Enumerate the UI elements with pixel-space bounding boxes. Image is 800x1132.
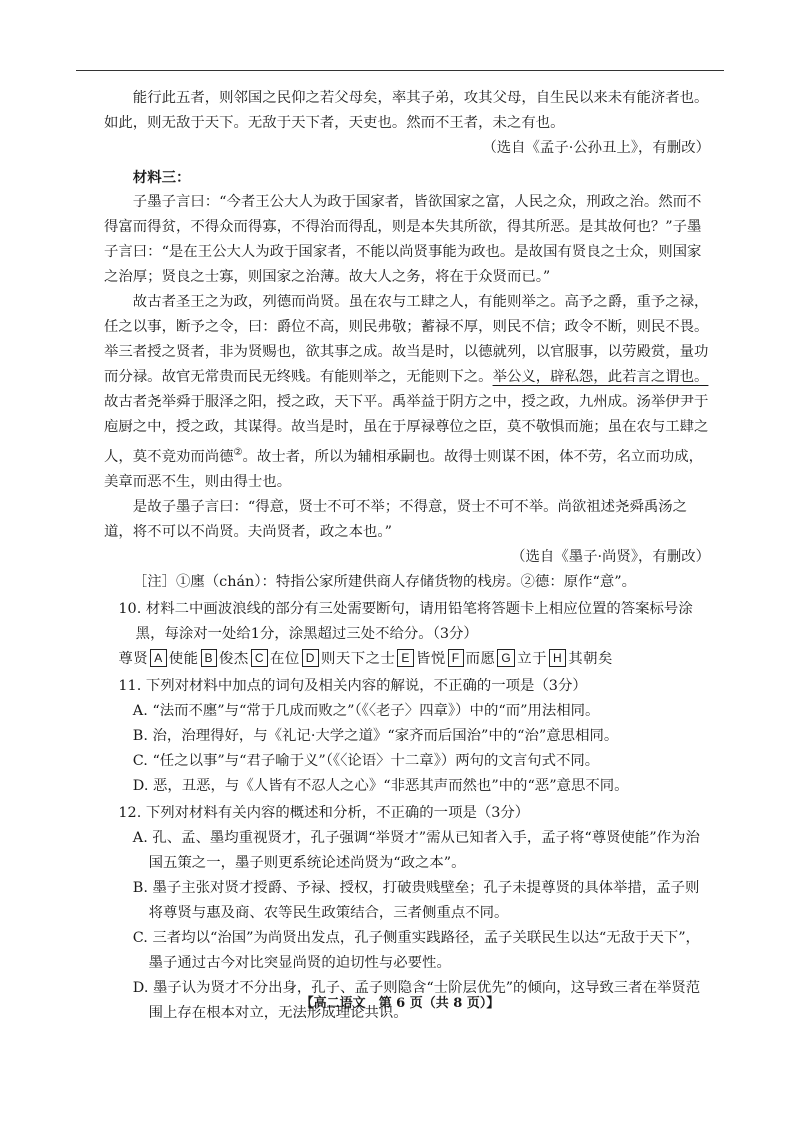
note-mark-2: ② [233,447,243,458]
q12-option-a[interactable]: A. 孔、孟、墨均重视贤才，孔子强调“举贤才”需从已知者入手，孟子将“尊贤使能”作为治国五策之一，墨子则更系统论述尚贤为“政之本”。 [132,829,700,871]
q11-option-a[interactable]: A. “法而不廛”与“常于几成而败之”（《〈老子〉四章》）中的“而”用法相同。 [132,702,600,719]
q11-option-d[interactable]: D. 恶，丑恶，与《人皆有不忍人之心》“非恶其声而然也”中的“恶”意思不同。 [132,777,629,794]
material3-paragraph-3: 是故子墨子言曰：“得意，贤士不可不举；不得意，贤士不可不举。尚欲祖述尧舜禹汤之道，将不可以不尚贤。夫尚贤者，政之本也。” [104,498,688,540]
q11-option-b[interactable]: B. 治，治理得好，与《礼记·大学之道》“家齐而后国治”中的“治”意思相同。 [132,727,619,744]
q12-stem: 12. 下列对材料有关内容的概述和分析，不正确的一项是（3分） [118,804,530,821]
q10-seg: 俊杰 [219,650,249,667]
q10-box[interactable]: E [397,649,414,667]
top-rule [76,70,724,71]
page-footer: 【高二语文 第 6 页（共 8 页）】 [300,996,500,1011]
q12-option-d[interactable]: D. 墨子认为贤才不分出身，孔子、孟子则隐含“士阶层优先”的倾向，这导致三者在举贤范围上存在根本对立，无法形成理论共识。 [132,979,701,1021]
q10-seg: 而愿 [465,650,496,667]
m3-p2-part-a: 故古者圣王之为政，列德而尚贤。虽在农与工肆之人，有能则举之。高予之爵，重予之禄，任之以事，断予之令，曰：爵位不高，则民弗敬；蓄禄不厚，则民不信；政令不断，则民不畏。举三者授之贤者，非为贤赐也，欲其事之成。故当是时，以德就列，以官服事，以劳殿赏，量功而分禄。故官无常贵而民无终贱。有能则举之，无能则下之。 [104,294,709,385]
q10-box[interactable]: F [448,649,464,667]
q10-box[interactable]: A [150,649,167,667]
m3-p2-part-b: 故古者尧举舜于服泽之阳，授之政，天下平。禹举益于阴方之中，授之政，九州成。汤举伊尹于庖厨之中，授之政，其谋得。故当是时，虽在于厚禄尊位之臣，莫不敬惧而施；虽在农与工肆之人，莫不竞劝而尚德 [104,394,709,465]
q10-seg: 皆悦 [415,650,446,667]
q12-option-b[interactable]: B. 墨子主张对贤才授爵、予禄、授权，打破贵贱壁垒；孔子未提尊贤的具体举措，孟子则将尊贤与惠及商、农等民生政策结合，三者侧重点不同。 [132,879,700,921]
q10-seg: 则天下之士 [320,650,396,667]
q10-stem: 10. 材料二中画波浪线的部分有三处需要断句，请用铅笔将答题卡上相应位置的答案标号涂黑，每涂对一处给1分，涂黑超过三处不给分。（3分） [118,600,693,642]
q10-seg: 立于 [517,650,548,667]
q10-box[interactable]: D [302,649,319,667]
q10-seg: 其朝矣 [568,650,613,667]
question-10 [104,597,710,672]
q10-segmented-text [104,647,710,672]
q11-option-c[interactable]: C. “任之以事”与“君子喻于义”（《〈论语〉十二章》）两句的文言句式不同。 [132,752,600,769]
question-11 [104,674,710,799]
m3-p2-part-c: 。故士者，所以为辅相承嗣也。故得士则谋不困，体不劳，名立而功成，美章而恶不生，则由得士也。 [104,448,704,490]
q10-box[interactable]: H [549,649,566,667]
q10-seg: 在位 [269,650,300,667]
q10-box[interactable]: C [251,649,268,667]
source-mozi: （选自《墨子·尚贤》，有删改） [511,548,710,565]
passage-top: 能行此五者，则邻国之民仰之若父母矣，率其子弟，攻其父母，自生民以来未有能济者也。如此，则无敌于天下。无敌于天下者，天吏也。然而不王者，未之有也。 [104,90,709,131]
q10-box[interactable]: B [201,649,218,667]
material3-paragraph-1: 子墨子言曰：“今者王公大人为政于国家者，皆欲国家之富，人民之众，刑政之治。然而不得富而得贫，不得众而得寡，不得治而得乱，则是本失其所欲，得其所恶。是其故何也？”子墨子言曰：“是在王公大人为政于国家者，不能以尚贤事能为政也。是故国有贤良之士众，则国家之治厚；贤良之士寡，则国家之治薄。故大人之务，将在于众贤而已。” [104,194,702,285]
annotation-note: ［注］①廛（chán）：特指公家所建供商人存储货物的栈房。②德：原作“意”。 [132,573,636,590]
source-mencius: （选自《孟子·公孙丑上》，有删改） [482,140,710,156]
page-content [104,86,710,1026]
material3-heading: 材料三： [132,169,191,186]
q10-seg: 使能 [168,650,199,667]
q11-stem: 11. 下列对材料中加点的词句及相关内容的解说，不正确的一项是（3分） [118,677,587,694]
q10-box[interactable]: G [497,649,515,667]
material3-paragraph-2 [104,290,710,495]
q12-option-c[interactable]: C. 三者均以“治国”为尚贤出发点，孔子侧重实践路径，孟子关联民生以达“无敌于天下”，墨子通过古今对比突显尚贤的迫切性与必要性。 [132,929,700,971]
m3-p2-underlined: 举公义，辟私怨，此若言之谓也。 [492,369,709,385]
q10-seg: 尊贤 [118,650,149,667]
